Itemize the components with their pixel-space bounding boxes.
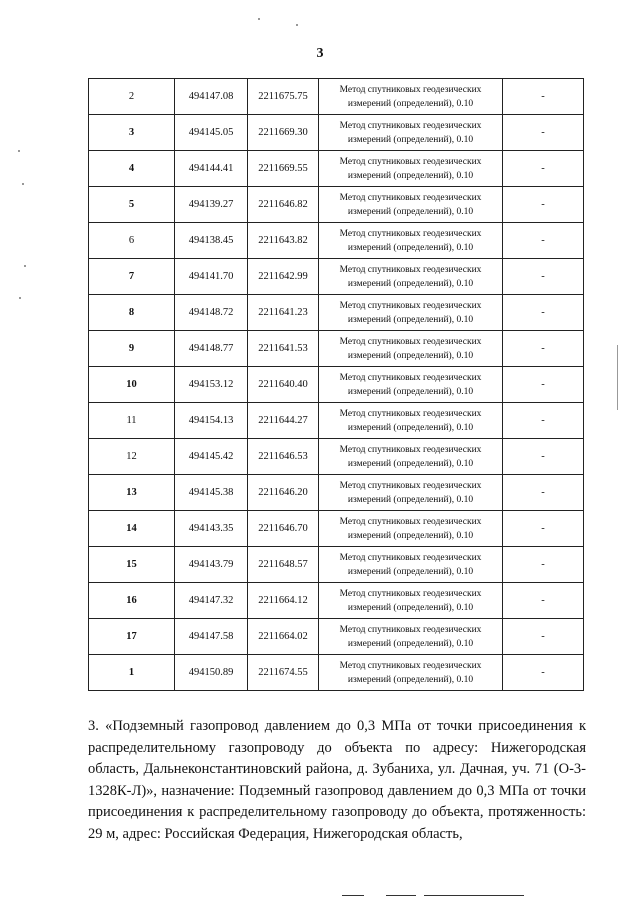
y-coordinate-cell: 2211644.27 xyxy=(248,403,319,439)
coordinates-table xyxy=(88,78,584,691)
table-row xyxy=(89,475,584,511)
scan-edge-line xyxy=(617,345,618,410)
dash-cell: - xyxy=(503,547,584,583)
table-row xyxy=(89,511,584,547)
table-row xyxy=(89,151,584,187)
x-coordinate-cell: 494147.58 xyxy=(175,619,248,655)
dash-cell: - xyxy=(503,655,584,691)
x-coordinate-cell: 494150.89 xyxy=(175,655,248,691)
y-coordinate-cell: 2211664.02 xyxy=(248,619,319,655)
scan-bottom-line xyxy=(386,895,416,896)
x-coordinate-cell: 494144.41 xyxy=(175,151,248,187)
scan-speck xyxy=(258,18,260,20)
x-coordinate-cell: 494143.35 xyxy=(175,511,248,547)
scan-speck xyxy=(24,265,26,267)
dash-cell: - xyxy=(503,259,584,295)
point-number-cell: 5 xyxy=(89,187,175,223)
method-cell: Метод спутниковых геодезических измерений (определений), 0.10 xyxy=(319,367,503,403)
point-number-cell: 4 xyxy=(89,151,175,187)
point-number-cell: 11 xyxy=(89,403,175,439)
dash-cell: - xyxy=(503,295,584,331)
y-coordinate-cell: 2211643.82 xyxy=(248,223,319,259)
method-cell: Метод спутниковых геодезических измерений (определений), 0.10 xyxy=(319,547,503,583)
method-cell: Метод спутниковых геодезических измерений (определений), 0.10 xyxy=(319,115,503,151)
point-number-cell: 9 xyxy=(89,331,175,367)
point-number-cell: 13 xyxy=(89,475,175,511)
method-cell: Метод спутниковых геодезических измерений (определений), 0.10 xyxy=(319,79,503,115)
x-coordinate-cell: 494145.38 xyxy=(175,475,248,511)
method-cell: Метод спутниковых геодезических измерений (определений), 0.10 xyxy=(319,475,503,511)
x-coordinate-cell: 494145.05 xyxy=(175,115,248,151)
scan-bottom-line xyxy=(342,895,364,896)
table-row xyxy=(89,115,584,151)
table-row xyxy=(89,367,584,403)
scan-speck xyxy=(22,183,24,185)
y-coordinate-cell: 2211641.53 xyxy=(248,331,319,367)
scan-speck xyxy=(19,297,21,299)
x-coordinate-cell: 494138.45 xyxy=(175,223,248,259)
table-row xyxy=(89,547,584,583)
method-cell: Метод спутниковых геодезических измерений (определений), 0.10 xyxy=(319,259,503,295)
point-number-cell: 14 xyxy=(89,511,175,547)
x-coordinate-cell: 494153.12 xyxy=(175,367,248,403)
table-row xyxy=(89,187,584,223)
point-number-cell: 8 xyxy=(89,295,175,331)
point-number-cell: 15 xyxy=(89,547,175,583)
y-coordinate-cell: 2211641.23 xyxy=(248,295,319,331)
x-coordinate-cell: 494148.72 xyxy=(175,295,248,331)
y-coordinate-cell: 2211675.75 xyxy=(248,79,319,115)
method-cell: Метод спутниковых геодезических измерений (определений), 0.10 xyxy=(319,619,503,655)
point-number-cell: 7 xyxy=(89,259,175,295)
table-row xyxy=(89,583,584,619)
y-coordinate-cell: 2211664.12 xyxy=(248,583,319,619)
method-cell: Метод спутниковых геодезических измерений (определений), 0.10 xyxy=(319,403,503,439)
point-number-cell: 2 xyxy=(89,79,175,115)
y-coordinate-cell: 2211642.99 xyxy=(248,259,319,295)
y-coordinate-cell: 2211640.40 xyxy=(248,367,319,403)
method-cell: Метод спутниковых геодезических измерений (определений), 0.10 xyxy=(319,187,503,223)
dash-cell: - xyxy=(503,223,584,259)
x-coordinate-cell: 494147.32 xyxy=(175,583,248,619)
x-coordinate-cell: 494148.77 xyxy=(175,331,248,367)
point-number-cell: 17 xyxy=(89,619,175,655)
point-number-cell: 6 xyxy=(89,223,175,259)
page-number: 3 xyxy=(316,46,324,61)
scan-speck xyxy=(18,150,20,152)
x-coordinate-cell: 494143.79 xyxy=(175,547,248,583)
method-cell: Метод спутниковых геодезических измерений (определений), 0.10 xyxy=(319,511,503,547)
y-coordinate-cell: 2211674.55 xyxy=(248,655,319,691)
dash-cell: - xyxy=(503,115,584,151)
table-row xyxy=(89,655,584,691)
dash-cell: - xyxy=(503,619,584,655)
x-coordinate-cell: 494154.13 xyxy=(175,403,248,439)
dash-cell: - xyxy=(503,511,584,547)
point-number-cell: 12 xyxy=(89,439,175,475)
method-cell: Метод спутниковых геодезических измерений (определений), 0.10 xyxy=(319,583,503,619)
y-coordinate-cell: 2211669.55 xyxy=(248,151,319,187)
point-number-cell: 1 xyxy=(89,655,175,691)
point-number-cell: 10 xyxy=(89,367,175,403)
y-coordinate-cell: 2211646.70 xyxy=(248,511,319,547)
table-row xyxy=(89,223,584,259)
dash-cell: - xyxy=(503,439,584,475)
point-number-cell: 3 xyxy=(89,115,175,151)
y-coordinate-cell: 2211646.20 xyxy=(248,475,319,511)
y-coordinate-cell: 2211669.30 xyxy=(248,115,319,151)
dash-cell: - xyxy=(503,151,584,187)
dash-cell: - xyxy=(503,367,584,403)
scan-bottom-line xyxy=(424,895,524,896)
y-coordinate-cell: 2211646.53 xyxy=(248,439,319,475)
table-row xyxy=(89,295,584,331)
method-cell: Метод спутниковых геодезических измерений (определений), 0.10 xyxy=(319,331,503,367)
point-number-cell: 16 xyxy=(89,583,175,619)
scan-speck xyxy=(296,24,298,26)
dash-cell: - xyxy=(503,583,584,619)
paragraph-3: 3. «Подземный газопровод давлением до 0,3 МПа от точки присоединения к распределительному газопроводу до объекта по адресу: Нижегородская область, Дальнеконстантиновский района, д. Зубаниха, ул. Дачная, уч. 71 (О-3-1328К-Л)», назначение: Подземный газопровод давлением до 0,3 МПа от точки присоединения к распределительному газопроводу до объекта, протяженность: 29 м, адрес: Российская Федерация, Нижегородская область, xyxy=(88,718,586,842)
x-coordinate-cell: 494145.42 xyxy=(175,439,248,475)
y-coordinate-cell: 2211646.82 xyxy=(248,187,319,223)
method-cell: Метод спутниковых геодезических измерений (определений), 0.10 xyxy=(319,151,503,187)
dash-cell: - xyxy=(503,403,584,439)
x-coordinate-cell: 494141.70 xyxy=(175,259,248,295)
table-row xyxy=(89,79,584,115)
method-cell: Метод спутниковых геодезических измерений (определений), 0.10 xyxy=(319,223,503,259)
y-coordinate-cell: 2211648.57 xyxy=(248,547,319,583)
method-cell: Метод спутниковых геодезических измерений (определений), 0.10 xyxy=(319,295,503,331)
dash-cell: - xyxy=(503,331,584,367)
dash-cell: - xyxy=(503,187,584,223)
x-coordinate-cell: 494147.08 xyxy=(175,79,248,115)
table-row xyxy=(89,331,584,367)
table-row xyxy=(89,259,584,295)
table-row xyxy=(89,439,584,475)
table-row xyxy=(89,619,584,655)
dash-cell: - xyxy=(503,79,584,115)
dash-cell: - xyxy=(503,475,584,511)
table-row xyxy=(89,403,584,439)
method-cell: Метод спутниковых геодезических измерений (определений), 0.10 xyxy=(319,655,503,691)
method-cell: Метод спутниковых геодезических измерений (определений), 0.10 xyxy=(319,439,503,475)
x-coordinate-cell: 494139.27 xyxy=(175,187,248,223)
